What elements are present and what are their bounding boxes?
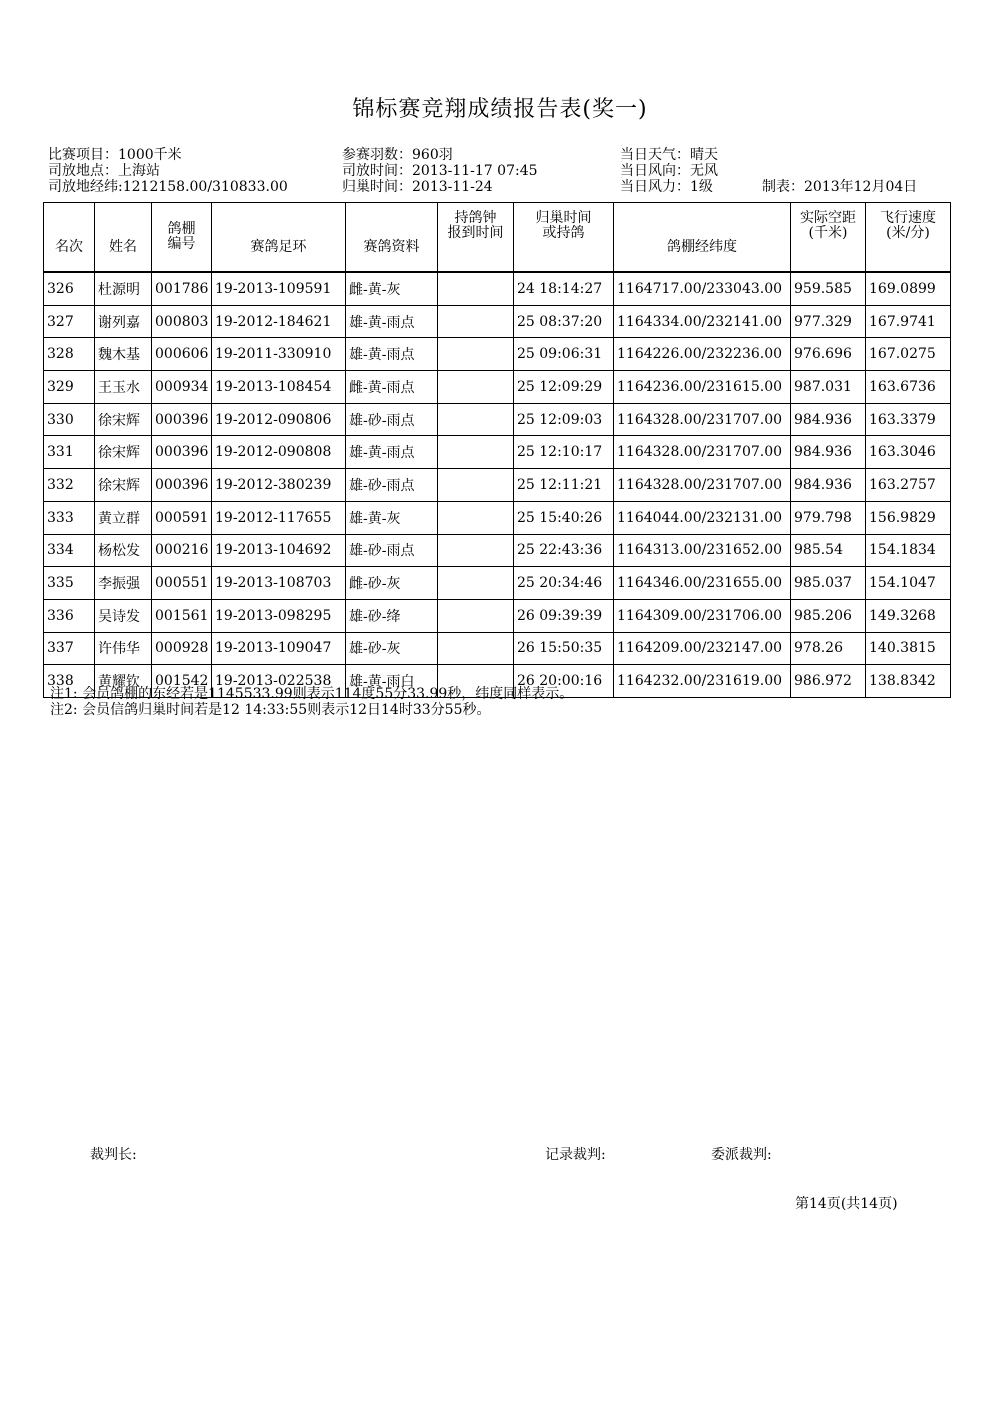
cell-coords: 1164328.00/231707.00 bbox=[614, 403, 791, 436]
cell-name: 李振强 bbox=[95, 567, 152, 600]
cell-return: 25 12:09:03 bbox=[514, 403, 614, 436]
cell-clock bbox=[438, 534, 514, 567]
cell-loft: 000396 bbox=[152, 436, 212, 469]
cell-return: 25 15:40:26 bbox=[514, 501, 614, 534]
cell-name: 徐宋辉 bbox=[95, 436, 152, 469]
cell-clock bbox=[438, 567, 514, 600]
cell-clock bbox=[438, 469, 514, 502]
cell-info: 雄-砂-雨点 bbox=[346, 469, 438, 502]
cell-loft: 000216 bbox=[152, 534, 212, 567]
signature-appointed: 委派裁判: bbox=[711, 1147, 772, 1163]
cell-info: 雄-砂-雨点 bbox=[346, 534, 438, 567]
cell-rank: 326 bbox=[44, 272, 95, 305]
cell-return: 25 22:43:36 bbox=[514, 534, 614, 567]
cell-clock bbox=[438, 338, 514, 371]
cell-ring: 19-2012-380239 bbox=[212, 469, 346, 502]
meta-col-3 bbox=[620, 147, 718, 195]
table-header-row bbox=[44, 203, 951, 273]
cell-rank: 333 bbox=[44, 501, 95, 534]
col-clock: 持鸽钟 报到时间 bbox=[438, 203, 514, 273]
meta-return-time: 归巢时间：2013-11-24 bbox=[342, 179, 493, 195]
meta-col-1 bbox=[48, 147, 288, 195]
cell-rank: 329 bbox=[44, 371, 95, 404]
cell-loft: 000396 bbox=[152, 403, 212, 436]
page-number: 第14页(共14页) bbox=[795, 1196, 898, 1212]
cell-distance: 985.206 bbox=[791, 599, 866, 632]
cell-info: 雄-砂-灰 bbox=[346, 632, 438, 665]
cell-name: 徐宋辉 bbox=[95, 469, 152, 502]
cell-clock bbox=[438, 501, 514, 534]
cell-loft: 000551 bbox=[152, 567, 212, 600]
cell-distance: 984.936 bbox=[791, 403, 866, 436]
table-row bbox=[44, 567, 951, 600]
cell-speed: 154.1047 bbox=[866, 567, 951, 600]
signature-recorder: 记录裁判: bbox=[545, 1147, 606, 1163]
cell-info: 雌-黄-雨点 bbox=[346, 371, 438, 404]
cell-coords: 1164334.00/232141.00 bbox=[614, 305, 791, 338]
meta-release-coords: 司放地经纬:1212158.00/310833.00 bbox=[48, 179, 288, 195]
cell-return: 25 12:10:17 bbox=[514, 436, 614, 469]
cell-coords: 1164209.00/232147.00 bbox=[614, 632, 791, 665]
table-row bbox=[44, 632, 951, 665]
cell-coords: 1164309.00/231706.00 bbox=[614, 599, 791, 632]
cell-rank: 332 bbox=[44, 469, 95, 502]
table-row bbox=[44, 403, 951, 436]
cell-return: 25 08:37:20 bbox=[514, 305, 614, 338]
meta-release-place: 司放地点：上海站 bbox=[48, 163, 160, 179]
cell-loft: 000606 bbox=[152, 338, 212, 371]
meta-wind-force: 当日风力：1级 bbox=[620, 179, 713, 195]
cell-return: 25 12:09:29 bbox=[514, 371, 614, 404]
cell-info: 雄-砂-雨点 bbox=[346, 403, 438, 436]
col-distance: 实际空距 (千米) bbox=[791, 203, 866, 273]
cell-info: 雄-黄-灰 bbox=[346, 501, 438, 534]
cell-speed: 163.6736 bbox=[866, 371, 951, 404]
cell-loft: 000396 bbox=[152, 469, 212, 502]
cell-return: 24 18:14:27 bbox=[514, 272, 614, 305]
cell-speed: 169.0899 bbox=[866, 272, 951, 305]
cell-ring: 19-2012-117655 bbox=[212, 501, 346, 534]
col-loft: 鸽棚 编号 bbox=[152, 203, 212, 273]
cell-ring: 19-2012-184621 bbox=[212, 305, 346, 338]
cell-rank: 336 bbox=[44, 599, 95, 632]
cell-rank: 337 bbox=[44, 632, 95, 665]
cell-info: 雌-砂-灰 bbox=[346, 567, 438, 600]
table-row bbox=[44, 371, 951, 404]
meta-weather: 当日天气：晴天 bbox=[620, 147, 718, 163]
col-info: 赛鸽资料 bbox=[346, 203, 438, 273]
cell-speed: 149.3268 bbox=[866, 599, 951, 632]
cell-info: 雌-黄-灰 bbox=[346, 272, 438, 305]
cell-distance: 978.26 bbox=[791, 632, 866, 665]
table-row bbox=[44, 436, 951, 469]
notes bbox=[50, 686, 573, 718]
col-name: 姓名 bbox=[95, 203, 152, 273]
note-1: 注1: 会员鸽棚的东经若是1145533.99则表示114度55分33.99秒，纬度同样表示。 bbox=[50, 686, 574, 702]
cell-rank: 331 bbox=[44, 436, 95, 469]
cell-speed: 140.3815 bbox=[866, 632, 951, 665]
cell-distance: 979.798 bbox=[791, 501, 866, 534]
cell-rank: 328 bbox=[44, 338, 95, 371]
cell-info: 雄-砂-绛 bbox=[346, 599, 438, 632]
cell-ring: 19-2013-109591 bbox=[212, 272, 346, 305]
cell-coords: 1164328.00/231707.00 bbox=[614, 469, 791, 502]
note-2: 注2: 会员信鸽归巢时间若是12 14:33:55则表示12日14时33分55秒。 bbox=[50, 702, 491, 718]
cell-name: 徐宋辉 bbox=[95, 403, 152, 436]
table-row bbox=[44, 272, 951, 305]
cell-clock bbox=[438, 272, 514, 305]
cell-clock bbox=[438, 436, 514, 469]
cell-ring: 19-2013-108454 bbox=[212, 371, 346, 404]
cell-info: 雄-黄-雨白 bbox=[346, 665, 438, 698]
report-title: 锦标赛竞翔成绩报告表(奖一) bbox=[352, 97, 648, 122]
cell-rank: 335 bbox=[44, 567, 95, 600]
cell-speed: 138.8342 bbox=[866, 665, 951, 698]
cell-rank: 330 bbox=[44, 403, 95, 436]
table-row bbox=[44, 305, 951, 338]
table-row bbox=[44, 501, 951, 534]
signature-chief-judge: 裁判长: bbox=[90, 1147, 137, 1163]
cell-distance: 976.696 bbox=[791, 338, 866, 371]
cell-name: 杨松发 bbox=[95, 534, 152, 567]
cell-speed: 163.3379 bbox=[866, 403, 951, 436]
cell-speed: 167.0275 bbox=[866, 338, 951, 371]
cell-ring: 19-2013-022538 bbox=[212, 665, 346, 698]
cell-speed: 163.3046 bbox=[866, 436, 951, 469]
meta-wind-dir: 当日风向：无风 bbox=[620, 163, 718, 179]
cell-return: 26 09:39:39 bbox=[514, 599, 614, 632]
cell-clock bbox=[438, 599, 514, 632]
meta-col-2 bbox=[342, 147, 538, 195]
cell-coords: 1164328.00/231707.00 bbox=[614, 436, 791, 469]
cell-clock bbox=[438, 371, 514, 404]
col-return: 归巢时间 或持鸽 bbox=[514, 203, 614, 273]
cell-rank: 338 bbox=[44, 665, 95, 698]
cell-info: 雄-黄-雨点 bbox=[346, 436, 438, 469]
cell-return: 25 09:06:31 bbox=[514, 338, 614, 371]
table-row bbox=[44, 469, 951, 502]
cell-loft: 000803 bbox=[152, 305, 212, 338]
cell-ring: 19-2013-109047 bbox=[212, 632, 346, 665]
cell-name: 黄耀钦 bbox=[95, 665, 152, 698]
cell-coords: 1164232.00/231619.00 bbox=[614, 665, 791, 698]
cell-name: 杜源明 bbox=[95, 272, 152, 305]
table-row bbox=[44, 338, 951, 371]
cell-ring: 19-2012-090806 bbox=[212, 403, 346, 436]
cell-name: 王玉水 bbox=[95, 371, 152, 404]
cell-distance: 984.936 bbox=[791, 436, 866, 469]
cell-name: 黄立群 bbox=[95, 501, 152, 534]
cell-speed: 154.1834 bbox=[866, 534, 951, 567]
results-table bbox=[43, 202, 951, 698]
cell-coords: 1164226.00/232236.00 bbox=[614, 338, 791, 371]
cell-coords: 1164236.00/231615.00 bbox=[614, 371, 791, 404]
cell-distance: 986.972 bbox=[791, 665, 866, 698]
cell-loft: 000934 bbox=[152, 371, 212, 404]
cell-loft: 001542 bbox=[152, 665, 212, 698]
table-body bbox=[44, 272, 951, 697]
cell-coords: 1164313.00/231652.00 bbox=[614, 534, 791, 567]
cell-speed: 167.9741 bbox=[866, 305, 951, 338]
cell-distance: 987.031 bbox=[791, 371, 866, 404]
cell-return: 26 15:50:35 bbox=[514, 632, 614, 665]
meta-made: 制表：2013年12月04日 bbox=[762, 179, 918, 195]
cell-return: 26 20:00:16 bbox=[514, 665, 614, 698]
table-row bbox=[44, 599, 951, 632]
cell-ring: 19-2013-104692 bbox=[212, 534, 346, 567]
table-row bbox=[44, 534, 951, 567]
cell-distance: 977.329 bbox=[791, 305, 866, 338]
cell-loft: 000928 bbox=[152, 632, 212, 665]
cell-loft: 000591 bbox=[152, 501, 212, 534]
cell-speed: 163.2757 bbox=[866, 469, 951, 502]
cell-name: 许伟华 bbox=[95, 632, 152, 665]
cell-ring: 19-2013-098295 bbox=[212, 599, 346, 632]
cell-loft: 001786 bbox=[152, 272, 212, 305]
col-rank: 名次 bbox=[44, 203, 95, 273]
cell-name: 魏木基 bbox=[95, 338, 152, 371]
meta-event: 比赛项目：1000千米 bbox=[48, 147, 182, 163]
cell-coords: 1164717.00/233043.00 bbox=[614, 272, 791, 305]
cell-coords: 1164346.00/231655.00 bbox=[614, 567, 791, 600]
col-ring: 赛鸽足环 bbox=[212, 203, 346, 273]
cell-ring: 19-2012-090808 bbox=[212, 436, 346, 469]
col-coords: 鸽棚经纬度 bbox=[614, 203, 791, 273]
cell-distance: 984.936 bbox=[791, 469, 866, 502]
cell-speed: 156.9829 bbox=[866, 501, 951, 534]
cell-distance: 985.037 bbox=[791, 567, 866, 600]
cell-ring: 19-2013-108703 bbox=[212, 567, 346, 600]
cell-clock bbox=[438, 632, 514, 665]
cell-info: 雄-黄-雨点 bbox=[346, 338, 438, 371]
cell-ring: 19-2011-330910 bbox=[212, 338, 346, 371]
cell-info: 雄-黄-雨点 bbox=[346, 305, 438, 338]
cell-loft: 001561 bbox=[152, 599, 212, 632]
cell-return: 25 20:34:46 bbox=[514, 567, 614, 600]
cell-distance: 985.54 bbox=[791, 534, 866, 567]
cell-name: 谢列嘉 bbox=[95, 305, 152, 338]
meta-entries: 参赛羽数：960羽 bbox=[342, 147, 453, 163]
cell-clock bbox=[438, 403, 514, 436]
meta-release-time: 司放时间：2013-11-17 07:45 bbox=[342, 163, 538, 179]
col-speed: 飞行速度 (米/分) bbox=[866, 203, 951, 273]
cell-return: 25 12:11:21 bbox=[514, 469, 614, 502]
cell-name: 吴诗发 bbox=[95, 599, 152, 632]
cell-rank: 334 bbox=[44, 534, 95, 567]
cell-rank: 327 bbox=[44, 305, 95, 338]
cell-clock bbox=[438, 305, 514, 338]
cell-distance: 959.585 bbox=[791, 272, 866, 305]
cell-coords: 1164044.00/232131.00 bbox=[614, 501, 791, 534]
